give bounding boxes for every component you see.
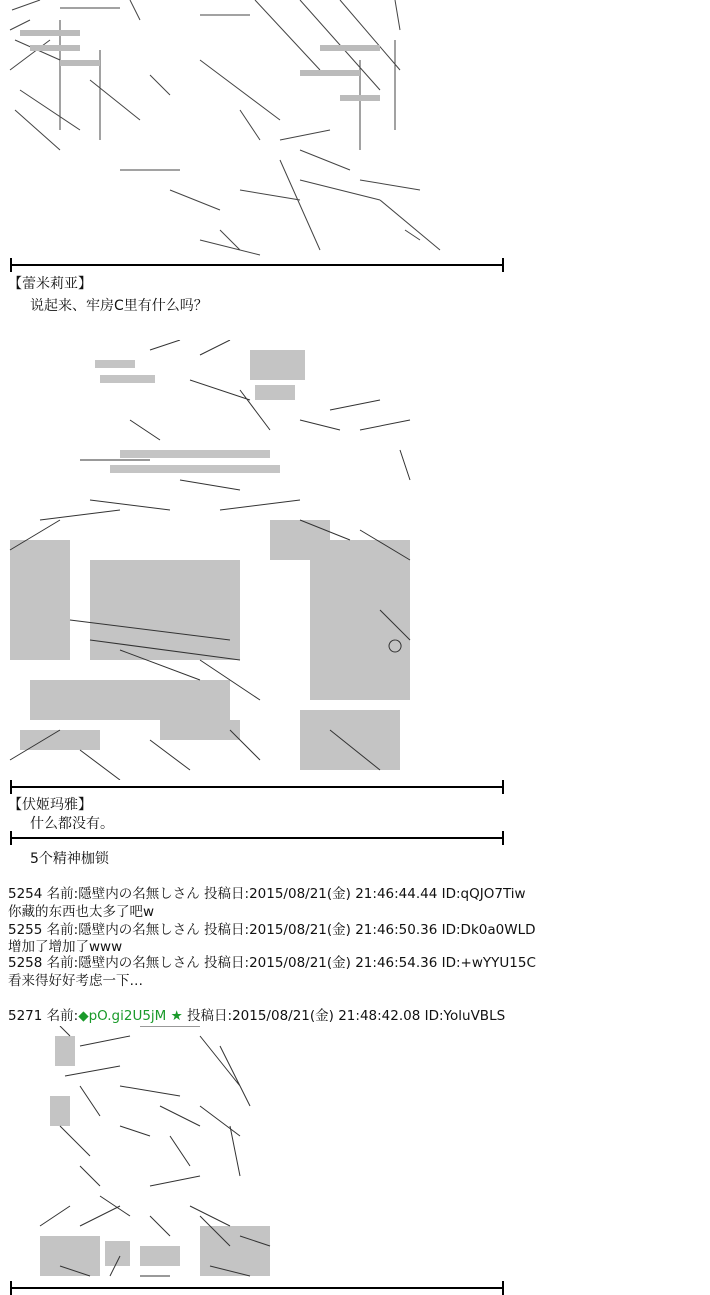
post-header: 5258 名前:隱壁内の名無しさん 投稿日:2015/08/21(金) 21:46:54.36 ID:+wYYU15C — [8, 955, 536, 971]
author-post-header: 5271 名前:◆pO.gi2U5jM ★ 投稿日:2015/08/21(金) 21:48:42.08 ID:YoluVBLS — [8, 1008, 506, 1024]
speaker-name: 【伏姬玛雅】 — [8, 797, 92, 813]
ascii-art-middle — [0, 340, 430, 780]
status-note: 5个精神枷锁 — [30, 851, 109, 867]
ascii-art-bottom — [0, 1026, 300, 1284]
post-body: 增加了增加了www — [8, 939, 123, 955]
divider — [10, 837, 504, 839]
divider — [10, 264, 504, 266]
post-header: 5254 名前:隱壁内の名無しさん 投稿日:2015/08/21(金) 21:46:44.44 ID:qQJO7Tiw — [8, 886, 526, 902]
dialogue-line: 说起来、牢房C里有什么吗？ — [30, 298, 208, 314]
post-body: 你藏的东西也太多了吧w — [8, 904, 155, 920]
speaker-name: 【蕾米莉亚】 — [8, 276, 92, 292]
divider — [10, 1287, 504, 1289]
trip-code: ◆pO.gi2U5jM ★ — [78, 1008, 183, 1024]
post-header: 5255 名前:隱壁内の名無しさん 投稿日:2015/08/21(金) 21:46:50.36 ID:Dk0a0WLD — [8, 922, 536, 938]
ascii-art-top — [0, 0, 460, 260]
post-body: 看来得好好考虑一下… — [8, 973, 143, 989]
dialogue-line: 什么都没有。 — [30, 816, 114, 832]
divider — [10, 786, 504, 788]
